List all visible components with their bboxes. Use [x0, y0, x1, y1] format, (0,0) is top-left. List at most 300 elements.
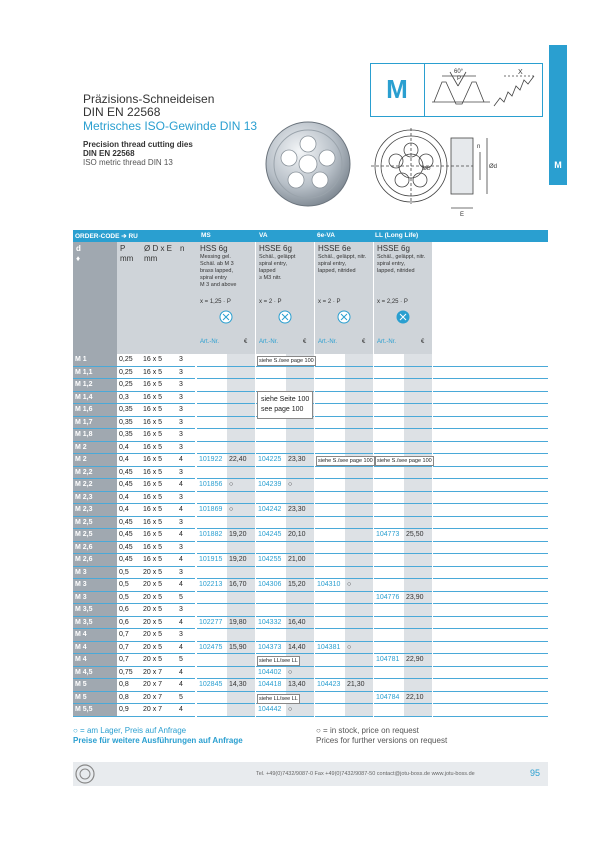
header-group-ms: [197, 242, 255, 354]
cell-art-nr: [256, 442, 286, 455]
cell-price: [345, 379, 373, 392]
cell-p: 0,7: [117, 654, 141, 667]
table-row: [73, 442, 548, 455]
cell-art-nr: [256, 542, 286, 555]
thread-profile-diagram: [428, 66, 540, 114]
cell-price: [404, 704, 432, 717]
cell-price: 16,70: [227, 579, 255, 592]
cell-art-nr: [374, 679, 404, 692]
group-6eva-code: 6e-VA: [317, 232, 335, 239]
cell-spacer: [433, 517, 548, 530]
cell-p: 0,45: [117, 542, 141, 555]
cell-art-nr: [315, 354, 345, 367]
cell-price: [227, 692, 255, 705]
cell-art-nr: 104225: [256, 454, 286, 467]
table-row: [73, 379, 548, 392]
table-row: [73, 542, 548, 555]
cell-art-nr: 104781: [374, 654, 404, 667]
cell-art-nr: [315, 492, 345, 505]
cell-art-nr: [374, 392, 404, 405]
cell-price: [227, 404, 255, 417]
footnote-de-1: ○ = am Lager, Preis auf Anfrage: [73, 726, 187, 735]
group-6eva-spec: HSSE 6e: [318, 244, 351, 253]
cell-price: [286, 542, 314, 555]
cell-n: 3: [177, 442, 195, 455]
table-row: [73, 679, 548, 692]
cell-art-nr: [256, 629, 286, 642]
cell-price: [404, 579, 432, 592]
cell-art-nr: [315, 617, 345, 630]
cell-art-nr: [315, 592, 345, 605]
cell-d: M 2,2: [73, 479, 117, 492]
cell-art-nr: [197, 704, 227, 717]
cell-art-nr: 104402: [256, 667, 286, 680]
cell-price: [345, 429, 373, 442]
cell-n: 5: [177, 654, 195, 667]
cell-price: 19,20: [227, 529, 255, 542]
cell-price: ○: [345, 579, 373, 592]
cell-spacer: [433, 404, 548, 417]
cell-art-nr: [315, 542, 345, 555]
cell-n: 4: [177, 479, 195, 492]
cell-p: 0,9: [117, 704, 141, 717]
group-ms-desc-line: Schäl. ab M 3: [200, 261, 234, 267]
cell-price: 22,90: [404, 654, 432, 667]
cell-p: 0,45: [117, 467, 141, 480]
cell-spacer: [433, 692, 548, 705]
cell-art-nr: [315, 604, 345, 617]
cell-price: [345, 367, 373, 380]
n-label: n: [477, 144, 481, 150]
cell-p: 0,35: [117, 417, 141, 430]
cell-art-nr: 104423: [315, 679, 345, 692]
cell-d: M 3: [73, 592, 117, 605]
cell-d: M 1,8: [73, 429, 117, 442]
cell-price: [227, 442, 255, 455]
cell-n: 3: [177, 379, 195, 392]
col-header-p-unit: mm: [120, 254, 134, 263]
cell-spacer: [433, 654, 548, 667]
cell-art-nr: [315, 692, 345, 705]
cell-p: 0,5: [117, 579, 141, 592]
cell-oxe: 20 x 7: [141, 704, 177, 717]
see-page-note-line1: siehe Seite 100: [261, 396, 310, 403]
cell-art-nr: [315, 417, 345, 430]
table-row: [73, 504, 548, 517]
cell-d: M 4: [73, 629, 117, 642]
page-number: 95: [530, 768, 541, 778]
entry-icon: [337, 310, 351, 324]
table-row: [73, 467, 548, 480]
thread-type-letter: M: [386, 74, 408, 104]
group-ll-art-label: Art.-Nr.: [377, 339, 396, 345]
cell-art-nr: [315, 567, 345, 580]
table-row: [73, 579, 548, 592]
die-technical-drawing: [365, 128, 550, 218]
cell-price: 23,30: [286, 454, 314, 467]
cell-price: ○: [227, 504, 255, 517]
cell-art-nr: 104381: [315, 642, 345, 655]
cell-price: [345, 542, 373, 555]
cell-price: [345, 692, 373, 705]
cell-price: [345, 517, 373, 530]
table-row: [73, 517, 548, 530]
cell-price: [404, 679, 432, 692]
cell-art-nr: [315, 429, 345, 442]
cell-art-nr: [197, 654, 227, 667]
cell-art-nr: [315, 504, 345, 517]
cell-price: 13,40: [286, 679, 314, 692]
cell-d: M 3,5: [73, 604, 117, 617]
group-ll-desc-line: lapped, nitrided: [377, 268, 415, 274]
cell-art-nr: [374, 517, 404, 530]
cell-art-nr: [197, 667, 227, 680]
cell-price: 15,20: [286, 579, 314, 592]
group-va-art-label: Art.-Nr.: [259, 339, 278, 345]
entry-icon: [396, 310, 410, 324]
group-ms-spec: HSS 6g: [200, 244, 228, 253]
cell-price: [404, 367, 432, 380]
cell-p: 0,5: [117, 567, 141, 580]
col-header-p: P: [120, 244, 126, 253]
cell-price: 16,40: [286, 617, 314, 630]
col-header-n: n: [180, 244, 185, 253]
cell-p: 0,8: [117, 679, 141, 692]
title-de-line3: Metrisches ISO-Gewinde DIN 13: [83, 119, 258, 133]
cell-spacer: [433, 354, 548, 367]
cell-n: 3: [177, 392, 195, 405]
header-p-col: [117, 242, 141, 354]
cell-price: [404, 404, 432, 417]
cell-p: 0,45: [117, 529, 141, 542]
cell-price: [404, 517, 432, 530]
cell-price: [286, 367, 314, 380]
cell-n: 5: [177, 592, 195, 605]
see-page-note-block: [257, 391, 313, 419]
col-header-d-sub: ♦: [76, 254, 81, 263]
cell-art-nr: [315, 704, 345, 717]
cell-d: M 1,4: [73, 392, 117, 405]
cell-art-nr: [197, 367, 227, 380]
cell-price: [227, 542, 255, 555]
cell-spacer: [433, 617, 548, 630]
cell-oxe: 20 x 5: [141, 617, 177, 630]
cell-oxe: 16 x 5: [141, 492, 177, 505]
cell-price: [404, 429, 432, 442]
d0-label: ØD: [423, 166, 431, 172]
cell-spacer: [433, 504, 548, 517]
group-va-desc-line: spiral entry,: [259, 261, 288, 267]
cell-art-nr: [197, 692, 227, 705]
cell-price: [227, 629, 255, 642]
cell-d: M 2,3: [73, 492, 117, 505]
d-label: Ød: [489, 164, 498, 170]
cell-d: M 5: [73, 679, 117, 692]
cell-price: ○: [345, 642, 373, 655]
cell-d: M 3: [73, 579, 117, 592]
cell-price: [286, 379, 314, 392]
group-ms-desc-line: M 3 and above: [200, 282, 237, 288]
group-ms-x: x = 1,25 · P: [200, 299, 231, 305]
cell-art-nr: [256, 604, 286, 617]
cell-art-nr: 102845: [197, 679, 227, 692]
cell-art-nr: [197, 429, 227, 442]
cell-oxe: 20 x 7: [141, 692, 177, 705]
cell-art-nr: [315, 467, 345, 480]
cell-p: 0,25: [117, 354, 141, 367]
cell-art-nr: [374, 604, 404, 617]
cell-price: [286, 492, 314, 505]
table-row: [73, 367, 548, 380]
die-photo: [262, 118, 354, 210]
cell-price: [345, 467, 373, 480]
cell-price: 22,10: [404, 692, 432, 705]
cell-price: [404, 504, 432, 517]
cell-price: ○: [227, 479, 255, 492]
cell-art-nr: 104255: [256, 554, 286, 567]
cell-art-nr: [197, 592, 227, 605]
cell-art-nr: 101915: [197, 554, 227, 567]
cell-n: 3: [177, 429, 195, 442]
cell-d: M 2,6: [73, 542, 117, 555]
cell-price: [286, 629, 314, 642]
cell-spacer: [433, 367, 548, 380]
cell-spacer: [433, 642, 548, 655]
cell-price: [404, 542, 432, 555]
cell-art-nr: [374, 704, 404, 717]
cell-art-nr: [374, 379, 404, 392]
cell-price: [227, 667, 255, 680]
cell-n: 3: [177, 492, 195, 505]
group-6eva-desc-line: lapped, nitrided: [318, 268, 356, 274]
table-row: [73, 454, 548, 467]
cell-price: 23,90: [404, 592, 432, 605]
cell-oxe: 20 x 5: [141, 579, 177, 592]
cell-p: 0,3: [117, 392, 141, 405]
cell-oxe: 16 x 5: [141, 542, 177, 555]
cell-art-nr: 104373: [256, 642, 286, 655]
cell-d: M 2: [73, 454, 117, 467]
cell-oxe: 20 x 5: [141, 567, 177, 580]
cell-spacer: [433, 379, 548, 392]
cell-price: [227, 704, 255, 717]
table-row: [73, 642, 548, 655]
table-row: [73, 567, 548, 580]
cell-n: 3: [177, 567, 195, 580]
group-va-desc-line: lapped: [259, 268, 276, 274]
cell-art-nr: [374, 367, 404, 380]
cell-art-nr: [256, 467, 286, 480]
cell-spacer: [433, 679, 548, 692]
cell-oxe: 20 x 7: [141, 667, 177, 680]
cell-price: [404, 617, 432, 630]
cell-price: [286, 567, 314, 580]
table-row: [73, 479, 548, 492]
cell-p: 0,4: [117, 454, 141, 467]
pitch-label: P: [457, 76, 462, 82]
group-ms-code: MS: [201, 232, 211, 239]
cell-p: 0,25: [117, 367, 141, 380]
title-en-line3: ISO metric thread DIN 13: [83, 158, 173, 167]
cell-oxe: 16 x 5: [141, 442, 177, 455]
section-side-tab-label: M: [554, 160, 562, 170]
cell-art-nr: [197, 629, 227, 642]
cell-art-nr: [256, 592, 286, 605]
cell-price: 19,20: [227, 554, 255, 567]
cell-art-nr: [197, 604, 227, 617]
cell-n: 3: [177, 542, 195, 555]
cell-d: M 1,2: [73, 379, 117, 392]
cell-n: 3: [177, 417, 195, 430]
cell-price: [286, 429, 314, 442]
cell-d: M 2,6: [73, 554, 117, 567]
cell-price: [345, 629, 373, 642]
cell-d: M 1,7: [73, 417, 117, 430]
cell-n: 3: [177, 467, 195, 480]
cell-price: [227, 467, 255, 480]
cell-art-nr: [374, 492, 404, 505]
cell-n: 4: [177, 504, 195, 517]
table-row: [73, 667, 548, 680]
cell-art-nr: [374, 442, 404, 455]
cell-n: 4: [177, 454, 195, 467]
cell-d: M 1,6: [73, 404, 117, 417]
cell-price: 21,30: [345, 679, 373, 692]
entry-icon: [278, 310, 292, 324]
cell-n: 3: [177, 354, 195, 367]
title-de-line1: Präzisions-Schneideisen: [83, 92, 215, 106]
table-row: [73, 604, 548, 617]
cell-oxe: 16 x 5: [141, 429, 177, 442]
cell-p: 0,35: [117, 429, 141, 442]
see-page-note: siehe S./see page 100: [259, 358, 314, 364]
header-group-va: [256, 242, 314, 354]
cell-art-nr: [315, 517, 345, 530]
cell-price: [404, 479, 432, 492]
cell-price: [286, 592, 314, 605]
footnote-de-2: Preise für weitere Ausführungen auf Anfrage: [73, 736, 243, 745]
cell-art-nr: 104306: [256, 579, 286, 592]
cell-art-nr: [374, 504, 404, 517]
cell-art-nr: [315, 379, 345, 392]
cell-art-nr: [197, 354, 227, 367]
cell-oxe: 16 x 5: [141, 379, 177, 392]
group-6eva-desc-line: spiral entry,: [318, 261, 347, 267]
group-6eva-art-label: Art.-Nr.: [318, 339, 337, 345]
cell-price: 14,30: [227, 679, 255, 692]
cell-d: M 2,2: [73, 467, 117, 480]
cell-price: [404, 567, 432, 580]
header-empty-area: [433, 242, 548, 354]
title-de-line2: DIN EN 22568: [83, 105, 161, 119]
cell-spacer: [433, 554, 548, 567]
cell-price: ○: [286, 667, 314, 680]
group-ll-desc-line: Schäl., geläppt, nitr.: [377, 254, 426, 260]
cell-price: 20,10: [286, 529, 314, 542]
cell-price: [345, 592, 373, 605]
group-6eva-desc-line: Schäl., geläppt, nitr.: [318, 254, 367, 260]
cell-price: [345, 504, 373, 517]
cell-p: 0,75: [117, 667, 141, 680]
cell-oxe: 16 x 5: [141, 404, 177, 417]
cell-n: 4: [177, 704, 195, 717]
cell-spacer: [433, 492, 548, 505]
cell-oxe: 16 x 5: [141, 517, 177, 530]
cell-oxe: 20 x 5: [141, 592, 177, 605]
cell-d: M 5,5: [73, 704, 117, 717]
cell-art-nr: [197, 542, 227, 555]
cell-d: M 3,5: [73, 617, 117, 630]
cell-n: 4: [177, 642, 195, 655]
cell-art-nr: [315, 367, 345, 380]
cell-art-nr: [374, 404, 404, 417]
cell-art-nr: 102277: [197, 617, 227, 630]
cell-d: M 4: [73, 642, 117, 655]
cell-art-nr: [374, 417, 404, 430]
cell-art-nr: [197, 517, 227, 530]
cell-art-nr: 104310: [315, 579, 345, 592]
cell-oxe: 16 x 5: [141, 392, 177, 405]
cell-p: 0,7: [117, 629, 141, 642]
cell-art-nr: [256, 492, 286, 505]
cell-art-nr: 104776: [374, 592, 404, 605]
cell-p: 0,6: [117, 617, 141, 630]
group-ll-desc-line: spiral entry,: [377, 261, 406, 267]
cell-price: [404, 379, 432, 392]
cell-d: M 3: [73, 567, 117, 580]
cell-price: [345, 404, 373, 417]
cell-price: 14,40: [286, 642, 314, 655]
cell-art-nr: [315, 654, 345, 667]
cell-n: 4: [177, 617, 195, 630]
cell-art-nr: 104245: [256, 529, 286, 542]
cell-p: 0,8: [117, 692, 141, 705]
cell-art-nr: 101922: [197, 454, 227, 467]
group-ms-desc-line: Messing gel.: [200, 254, 231, 260]
cell-price: 22,40: [227, 454, 255, 467]
title-en-line1: Precision thread cutting dies: [83, 140, 193, 149]
cell-n: 3: [177, 517, 195, 530]
cell-spacer: [433, 567, 548, 580]
cell-price: [227, 379, 255, 392]
header-oxe-col: [141, 242, 177, 354]
header-group-ll: [374, 242, 432, 354]
cell-price: [345, 354, 373, 367]
group-ll-x: x = 2,25 · P: [377, 299, 408, 305]
cell-oxe: 16 x 5: [141, 554, 177, 567]
cell-art-nr: 104442: [256, 704, 286, 717]
table-row: [73, 617, 548, 630]
cell-price: 15,90: [227, 642, 255, 655]
cell-spacer: [433, 392, 548, 405]
cell-p: 0,5: [117, 592, 141, 605]
group-6eva-eur-label: €: [362, 339, 366, 345]
cell-spacer: [433, 529, 548, 542]
header-group-6eva: [315, 242, 373, 354]
cell-art-nr: [197, 392, 227, 405]
cell-d: M 1,1: [73, 367, 117, 380]
footnote-en-2: Prices for further versions on request: [316, 736, 448, 745]
cell-price: [286, 442, 314, 455]
cell-art-nr: [374, 479, 404, 492]
see-page-note: siehe S./see page 100: [318, 458, 373, 464]
cell-price: [404, 667, 432, 680]
cell-n: 3: [177, 629, 195, 642]
cell-price: [227, 492, 255, 505]
group-ms-desc-line: spiral entry: [200, 275, 227, 281]
see-page-note: siehe LL/see LL: [259, 695, 298, 702]
cell-price: [286, 467, 314, 480]
